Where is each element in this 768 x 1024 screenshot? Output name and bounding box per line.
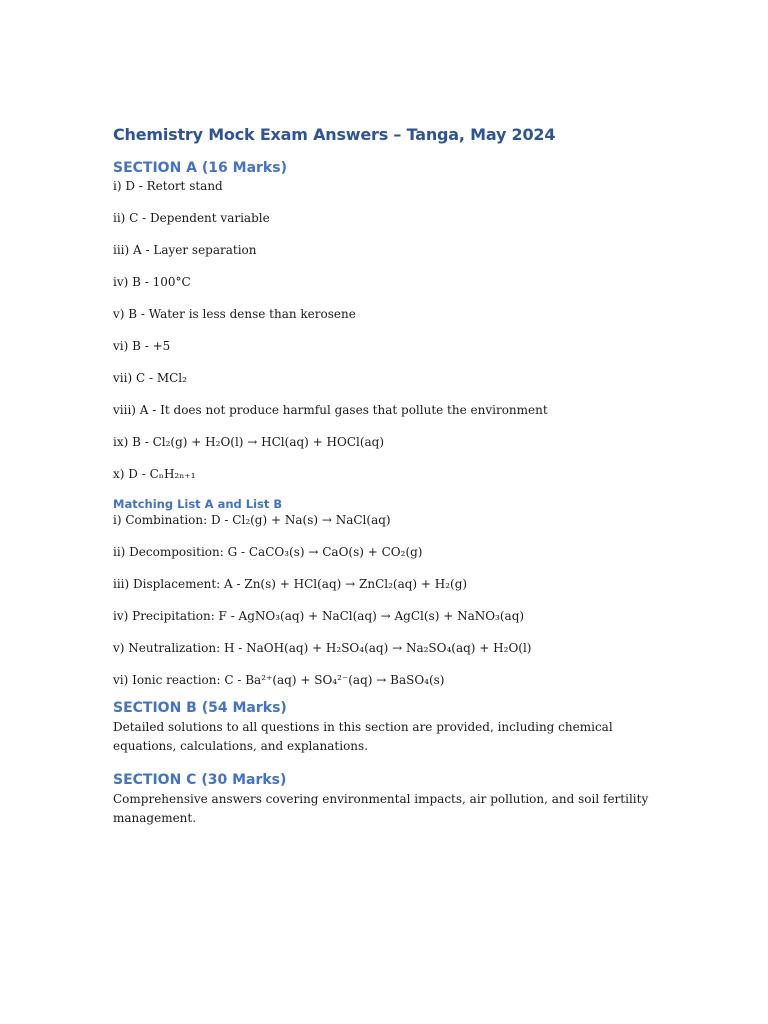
answer-item: v) B - Water is less dense than kerosene [113, 307, 356, 321]
section-b [113, 698, 653, 756]
answer-item: ii) C - Dependent variable [113, 211, 270, 225]
answer-item: x) D - CₙH₂ₙ₊₁ [113, 467, 196, 481]
matching-item: iv) Precipitation: F - AgNO₃(aq) + NaCl(aq) → AgCl(s) + NaNO₃(aq) [113, 609, 525, 623]
section-a-heading: SECTION A (16 Marks) [113, 160, 287, 176]
answer-item: ix) B - Cl₂(g) + H₂O(l) → HCl(aq) + HOCl(aq) [113, 435, 385, 449]
matching-heading: Matching List A and List B [113, 497, 283, 511]
section-c-text: Comprehensive answers covering environmental impacts, air pollution, and soil fertility management. [113, 792, 649, 825]
answer-item: iv) B - 100°C [113, 275, 191, 289]
matching-item: i) Combination: D - Cl₂(g) + Na(s) → NaCl(aq) [113, 513, 391, 527]
section-a-answers [113, 178, 653, 482]
section-b-text: Detailed solutions to all questions in this section are provided, including chemical equations, calculations, and explanations. [113, 720, 613, 753]
answer-item: vii) C - MCl₂ [113, 371, 187, 385]
matching-item: iii) Displacement: A - Zn(s) + HCl(aq) → ZnCl₂(aq) + H₂(g) [113, 577, 468, 591]
matching-item: v) Neutralization: H - NaOH(aq) + H₂SO₄(aq) → Na₂SO₄(aq) + H₂O(l) [113, 641, 532, 655]
answer-item: viii) A - It does not produce harmful gases that pollute the environment [113, 403, 548, 417]
matching-item: vi) Ionic reaction: C - Ba²⁺(aq) + SO₄²⁻(aq) → BaSO₄(s) [113, 673, 445, 687]
matching-item: ii) Decomposition: G - CaCO₃(s) → CaO(s) + CO₂(g) [113, 545, 423, 559]
section-c-heading: SECTION C (30 Marks) [113, 772, 287, 788]
answer-item: iii) A - Layer separation [113, 243, 257, 257]
matching-answers [113, 512, 653, 688]
section-b-heading: SECTION B (54 Marks) [113, 700, 287, 716]
answer-item: vi) B - +5 [113, 339, 171, 353]
document-page [113, 124, 653, 840]
document-title: Chemistry Mock Exam Answers – Tanga, May 2024 [113, 125, 556, 144]
answer-item: i) D - Retort stand [113, 179, 223, 193]
section-c [113, 770, 653, 828]
